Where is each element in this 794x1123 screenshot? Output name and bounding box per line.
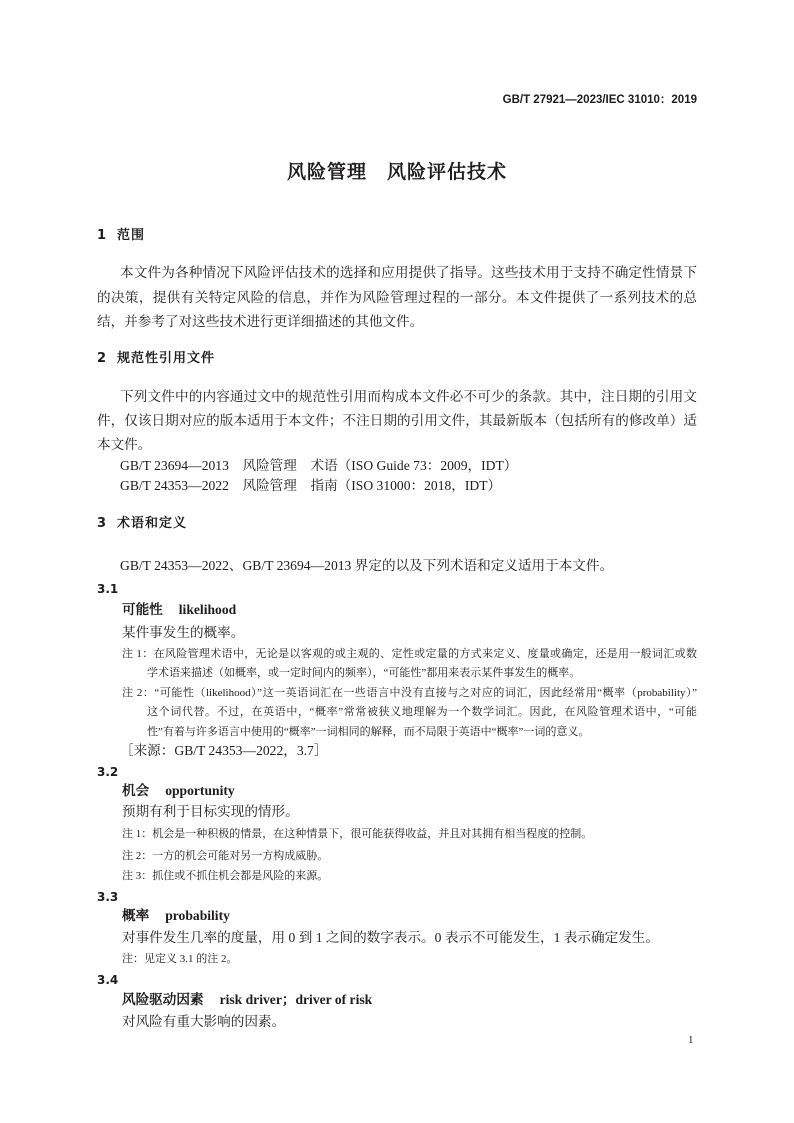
term-chinese: 风险驱动因素	[122, 992, 204, 1008]
term-number: 3.1	[97, 582, 119, 596]
section-heading-terms-definitions	[97, 515, 187, 533]
term-note-line: 注 3：抓住或不抓住机会都是风险的来源。	[122, 869, 329, 882]
scope-paragraph-line: 本文件为各种情况下风险评估技术的选择和应用提供了指导。这些技术用于支持不确定性情景下	[120, 265, 697, 280]
term-entry	[122, 601, 236, 619]
term-note-line: 学术语来描述（如概率，或一定时间内的频率），“可能性”都用来表示某件事发生的概率。	[147, 666, 581, 679]
term-entry	[122, 782, 235, 800]
term-note-line: 注 2：“可能性（likelihood）”这一英语词汇在一些语言中没有直接与之对应的词汇，因此经常用“概率（probability）”	[122, 686, 697, 699]
scope-paragraph-line: 结，并参考了对这些技术进行更详细描述的其他文件。	[97, 314, 424, 329]
document-title: 风险管理 风险评估技术	[286, 161, 507, 183]
term-english: risk driver；driver of risk	[219, 992, 373, 1007]
reference-entry: GB/T 24353—2022 风险管理 指南（ISO 31000：2018，IDT）	[120, 478, 502, 493]
page-number: 1	[688, 1034, 694, 1046]
term-english: likelihood	[178, 602, 237, 617]
term-number: 3.2	[97, 765, 119, 779]
term-source: ［来源：GB/T 24353—2022，3.7］	[120, 743, 328, 758]
term-chinese: 概率	[122, 908, 150, 924]
term-number: 3.4	[97, 973, 119, 987]
term-definition: 某件事发生的概率。	[122, 625, 245, 640]
section-heading-normative-references	[97, 350, 215, 368]
term-english: probability	[165, 908, 230, 923]
term-chinese: 可能性	[122, 602, 163, 618]
section-heading-scope	[97, 227, 145, 245]
section-number: 2	[97, 351, 107, 366]
section-number: 1	[97, 228, 107, 243]
term-english: opportunity	[165, 783, 235, 798]
references-paragraph-line: 下列文件中的内容通过文中的规范性引用而构成本文件必不可少的条款。其中，注日期的引用文	[120, 389, 697, 404]
term-definition: 对风险有重大影响的因素。	[122, 1014, 286, 1029]
section-title: 规范性引用文件	[117, 351, 216, 366]
term-definition: 预期有利于目标实现的情形。	[122, 804, 299, 819]
section-title: 范围	[117, 228, 146, 243]
term-note-line: 性”有着与许多语言中使用的“概率”一词相同的解释，而不局限于英语中“概率”一词的意义。	[147, 725, 590, 738]
section-number: 3	[97, 516, 107, 531]
term-chinese: 机会	[122, 783, 150, 799]
term-note-line: 注 1：机会是一种积极的情景，在这种情景下，很可能获得收益，并且对其拥有相当程度的控制。	[122, 827, 593, 840]
term-note-line: 注：见定义 3.1 的注 2。	[122, 952, 238, 965]
term-note-line: 这个词代替。不过，在英语中，“概率”常常被狭义地理解为一个数学词汇。因此，在风险管理术语中，“可能	[147, 705, 697, 718]
term-definition: 对事件发生几率的度量，用 0 到 1 之间的数字表示。0 表示不可能发生，1 表示确定发生。	[122, 930, 659, 945]
section-title: 术语和定义	[117, 516, 188, 531]
term-number: 3.3	[97, 890, 119, 904]
references-paragraph-line: 件，仅该日期对应的版本适用于本文件；不注日期的引用文件，其最新版本（包括所有的修改单）适	[97, 413, 697, 428]
references-paragraph-line: 本文件。	[97, 437, 152, 452]
scope-paragraph-line: 的决策，提供有关特定风险的信息，并作为风险管理过程的一部分。本文件提供了一系列技术的总	[97, 290, 697, 305]
term-note-line: 注 1：在风险管理术语中，无论是以客观的或主观的、定性或定量的方式来定义、度量或确定，还是用一般词汇或数	[122, 647, 697, 660]
term-entry	[122, 991, 372, 1009]
term-note-line: 注 2：一方的机会可能对另一方构成威胁。	[122, 849, 329, 862]
reference-entry: GB/T 23694—2013 风险管理 术语（ISO Guide 73：2009，IDT）	[120, 458, 518, 473]
terms-intro: GB/T 24353—2022、GB/T 23694—2013 界定的以及下列术语和定义适用于本文件。	[120, 558, 614, 573]
term-entry	[122, 907, 230, 925]
standard-code-header: GB/T 27921—2023/IEC 31010：2019	[502, 94, 697, 106]
